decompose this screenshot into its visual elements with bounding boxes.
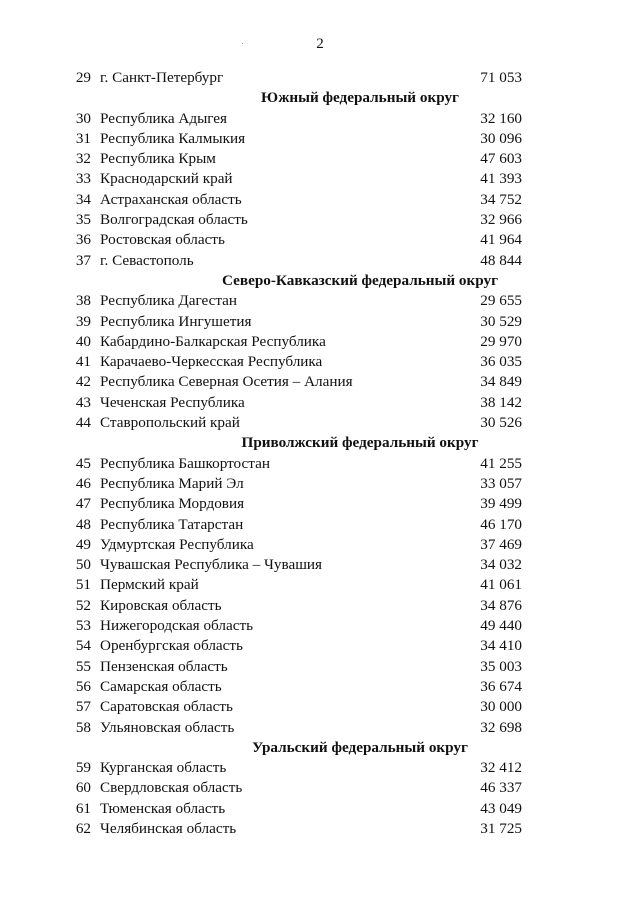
region-name: Республика Мордовия [100, 495, 245, 513]
row-number: 34 [75, 190, 91, 208]
region-name: Нижегородская область [100, 617, 254, 635]
table-row [0, 129, 640, 149]
region-value: 48 844 [480, 251, 522, 269]
region-value: 46 170 [480, 515, 522, 533]
table-row [0, 616, 640, 636]
row-number: 33 [75, 170, 91, 188]
row-number: 32 [75, 150, 91, 168]
district-heading: Приволжский федеральный округ [241, 434, 479, 452]
table-row [0, 68, 640, 88]
table-row [0, 332, 640, 352]
region-value: 31 725 [480, 819, 522, 837]
row-number: 30 [75, 109, 91, 127]
row-number: 53 [75, 617, 91, 635]
region-name: Республика Адыгея [100, 109, 228, 127]
region-name: Ульяновская область [100, 718, 235, 736]
row-number: 51 [75, 576, 91, 594]
table-row [0, 575, 640, 595]
region-name: Самарская область [100, 677, 222, 695]
row-number: 42 [75, 373, 91, 391]
region-name: Астраханская область [100, 190, 242, 208]
table-row [0, 149, 640, 169]
region-name: Курганская область [100, 759, 227, 777]
region-value: 36 674 [480, 677, 522, 695]
row-number: 43 [75, 393, 91, 411]
table-row [0, 372, 640, 392]
table-row [0, 657, 640, 677]
row-number: 62 [75, 819, 91, 837]
region-name: Республика Ингушетия [100, 312, 252, 330]
region-value: 32 160 [480, 109, 522, 127]
row-number: 36 [75, 231, 91, 249]
region-name: Карачаево-Черкесская Республика [100, 353, 323, 371]
table-row [0, 109, 640, 129]
region-value: 32 966 [480, 211, 522, 229]
row-number: 46 [75, 474, 91, 492]
table-row [0, 169, 640, 189]
region-name: Республика Башкортостан [100, 454, 270, 472]
table-row [0, 535, 640, 555]
region-name: Кабардино-Балкарская Республика [100, 332, 326, 350]
table-row [0, 718, 640, 738]
table-row [0, 677, 640, 697]
region-value: 41 393 [480, 170, 522, 188]
region-value: 30 096 [480, 129, 522, 147]
region-name: Ставропольский край [100, 414, 240, 432]
row-number: 56 [75, 677, 91, 695]
region-name: Республика Татарстан [100, 515, 244, 533]
table-row [0, 636, 640, 656]
table-row [0, 210, 640, 230]
row-number: 49 [75, 535, 91, 553]
region-value: 49 440 [480, 617, 522, 635]
row-number: 29 [75, 69, 91, 86]
table-row [0, 454, 640, 474]
region-value: 34 032 [480, 556, 522, 574]
region-name: Республика Дагестан [100, 292, 238, 310]
district-heading: Северо-Кавказский федеральный округ [222, 271, 498, 289]
region-name: Саратовская область [100, 698, 233, 716]
region-name: Республика Марий Эл [100, 474, 244, 492]
region-value: 34 752 [480, 190, 522, 208]
row-number: 35 [75, 211, 91, 229]
region-value: 46 337 [480, 779, 522, 797]
region-name: Пензенская область [100, 657, 228, 675]
region-name: г. Санкт-Петербург [100, 69, 224, 86]
row-number: 40 [75, 332, 91, 350]
table-row [0, 251, 640, 271]
region-value: 34 410 [480, 637, 522, 655]
region-name: Краснодарский край [100, 170, 233, 188]
row-number: 47 [75, 495, 91, 513]
table-row [0, 413, 640, 433]
region-name: Волгоградская область [100, 211, 248, 229]
table-row [0, 596, 640, 616]
scan-speck [242, 43, 243, 44]
region-name: Кировская область [100, 596, 222, 614]
region-name: Республика Северная Осетия – Алания [100, 373, 353, 391]
region-value: 71 053 [480, 69, 522, 86]
regions-table [0, 68, 640, 839]
region-name: Свердловская область [100, 779, 243, 797]
region-value: 33 057 [480, 474, 522, 492]
region-value: 30 529 [480, 312, 522, 330]
region-value: 32 412 [480, 759, 522, 777]
region-value: 43 049 [480, 799, 522, 817]
table-row [0, 393, 640, 413]
region-name: Пермский край [100, 576, 199, 594]
row-number: 58 [75, 718, 91, 736]
table-row [0, 515, 640, 535]
row-number: 54 [75, 637, 91, 655]
region-value: 29 970 [480, 332, 522, 350]
district-heading: Уральский федеральный округ [252, 738, 468, 756]
region-name: г. Севастополь [100, 251, 194, 269]
table-row [0, 190, 640, 210]
row-number: 45 [75, 454, 91, 472]
row-number: 50 [75, 556, 91, 574]
row-number: 60 [75, 779, 91, 797]
region-name: Удмуртская Республика [100, 535, 254, 553]
region-value: 29 655 [480, 292, 522, 310]
district-heading: Южный федеральный округ [261, 89, 459, 107]
row-number: 59 [75, 759, 91, 777]
table-row [0, 819, 640, 839]
region-value: 37 469 [480, 535, 522, 553]
row-number: 52 [75, 596, 91, 614]
table-row [0, 697, 640, 717]
region-value: 34 849 [480, 373, 522, 391]
region-value: 30 526 [480, 414, 522, 432]
region-name: Чувашская Республика – Чувашия [100, 556, 323, 574]
table-row [0, 778, 640, 798]
row-number: 41 [75, 353, 91, 371]
region-value: 41 964 [480, 231, 522, 249]
region-value: 32 698 [480, 718, 522, 736]
region-value: 36 035 [480, 353, 522, 371]
region-name: Чеченская Республика [100, 393, 245, 411]
region-value: 35 003 [480, 657, 522, 675]
page-number: 2 [316, 36, 324, 52]
table-row [0, 799, 640, 819]
table-row [0, 758, 640, 778]
region-value: 34 876 [480, 596, 522, 614]
table-row [0, 312, 640, 332]
table-row [0, 230, 640, 250]
row-number: 44 [75, 414, 91, 432]
row-number: 61 [75, 799, 91, 817]
region-name: Республика Калмыкия [100, 129, 246, 147]
region-value: 30 000 [480, 698, 522, 716]
row-number: 31 [75, 129, 91, 147]
region-name: Ростовская область [100, 231, 225, 249]
row-number: 48 [75, 515, 91, 533]
row-number: 57 [75, 698, 91, 716]
table-row [0, 494, 640, 514]
region-name: Республика Крым [100, 150, 216, 168]
region-value: 39 499 [480, 495, 522, 513]
region-name: Оренбургская область [100, 637, 243, 655]
row-number: 37 [75, 251, 91, 269]
table-row [0, 352, 640, 372]
region-value: 41 061 [480, 576, 522, 594]
table-row [0, 474, 640, 494]
region-value: 47 603 [480, 150, 522, 168]
table-row [0, 555, 640, 575]
region-value: 41 255 [480, 454, 522, 472]
table-row [0, 291, 640, 311]
region-name: Челябинская область [100, 819, 237, 837]
region-value: 38 142 [480, 393, 522, 411]
row-number: 38 [75, 292, 91, 310]
region-name: Тюменская область [100, 799, 226, 817]
row-number: 55 [75, 657, 91, 675]
row-number: 39 [75, 312, 91, 330]
